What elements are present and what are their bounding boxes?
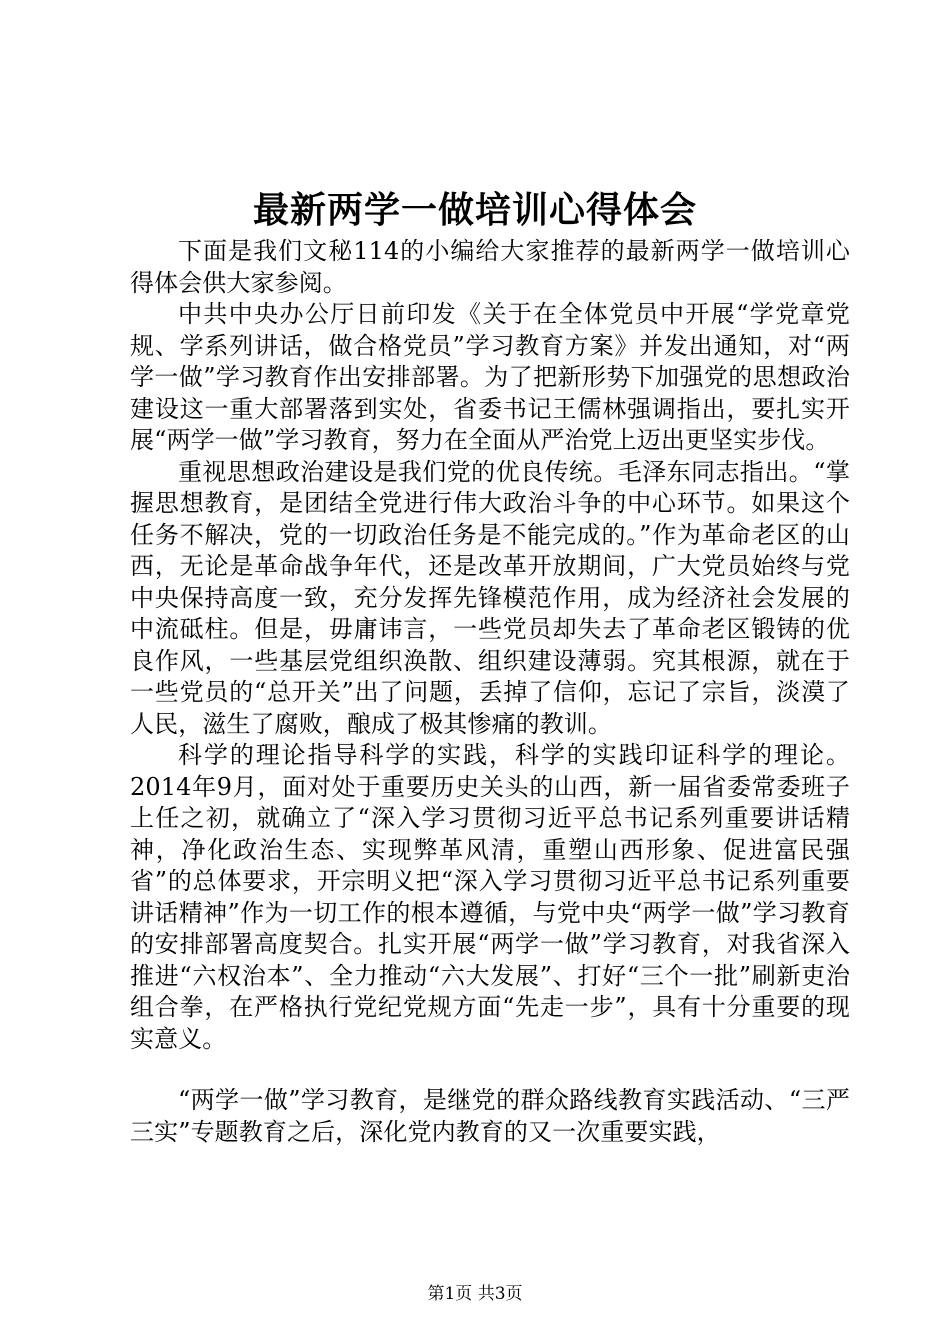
paragraph-theory: 科学的理论指导科学的实践，科学的实践印证科学的理论。2014年9月，面对处于重要历史关头的山西，新一届省委常委班子上任之初，就确立了“深入学习贯彻习近平总书记系列重要讲话精神，净化政治生态、实现弊革风清，重塑山西形象、促进富民强省”的总体要求，开宗明义把“深入学习贯彻习近平总书记系列重要讲话精神”作为一切工作的根本遵循，与党中央“两学一做”学习教育的安排部署高度契合。扎实开展“两学一做”学习教育，对我省深入推进“六权治本”、全力推动“六大发展”、打好“三个一批”刷新吏治组合拳，在严格执行党纪党规方面“先走一步”，具有十分重要的现实意义。 — [130, 741, 850, 1053]
paragraph-tradition: 重视思想政治建设是我们党的优良传统。毛泽东同志指出。“掌握思想教育，是团结全党进行伟大政治斗争的中心环节。如果这个任务不解决，党的一切政治任务是不能完成的。”作为革命老区的山西，无论是革命战争年代，还是改革开放期间，广大党员始终与党中央保持高度一致，充分发挥先锋模范作用，成为经济社会发展的中流砥柱。但是，毋庸讳言，一些党员却失去了革命老区锻铸的优良作风，一些基层党组织涣散、组织建设薄弱。究其根源，就在于一些党员的“总开关”出了问题，丢掉了信仰，忘记了宗旨，淡漠了人民，滋生了腐败，酿成了极其惨痛的教训。 — [130, 457, 850, 738]
document-body — [130, 236, 850, 1148]
paragraph-intro: 下面是我们文秘114的小编给大家推荐的最新两学一做培训心得体会供大家参阅。 — [130, 237, 850, 297]
page-number-footer: 第1页 共3页 — [427, 1284, 523, 1304]
document-title: 最新两学一做培训心得体会 — [252, 189, 697, 231]
paragraph-practice: “两学一做”学习教育，是继党的群众路线教育实践活动、“三严三实”专题教育之后，深化党内教育的又一次重要实践， — [130, 1086, 850, 1146]
paragraph-notice: 中共中央办公厅日前印发《关于在全体党员中开展“学党章党规、学系列讲话，做合格党员”学习教育方案》并发出通知，对“两学一做”学习教育作出安排部署。为了把新形势下加强党的思想政治建设这一重大部署落到实处，省委书记王儒林强调指出，要扎实开展“两学一做”学习教育，努力在全面从严治党上迈出更坚实步伐。 — [130, 300, 850, 454]
